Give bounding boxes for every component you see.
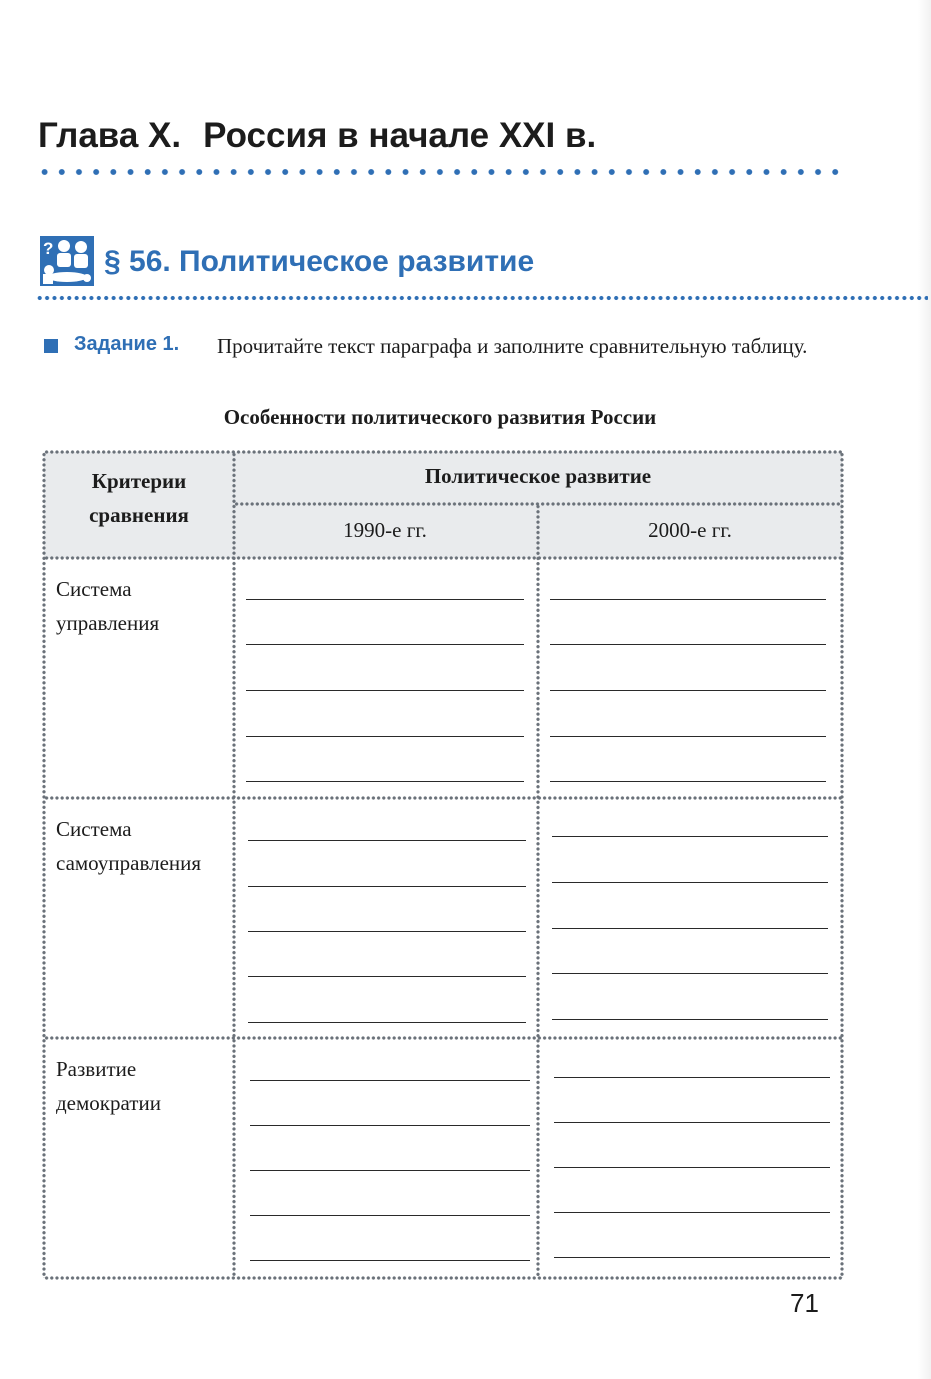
row-label-governance: Система управления xyxy=(56,577,160,635)
answer-line[interactable] xyxy=(248,1022,526,1023)
answer-line[interactable] xyxy=(552,973,828,974)
task-bullet-square xyxy=(44,339,58,353)
section-divider xyxy=(36,295,928,301)
answer-line[interactable] xyxy=(246,781,524,782)
header-political-development: Политическое развитие xyxy=(424,464,652,488)
answer-line[interactable] xyxy=(552,882,828,883)
chapter-divider xyxy=(36,168,841,176)
answer-line[interactable] xyxy=(250,1125,530,1126)
table-border-right xyxy=(840,452,844,1278)
answer-line[interactable] xyxy=(246,690,524,691)
header-2000s: 2000-е гг. xyxy=(648,518,732,542)
svg-text:?: ? xyxy=(43,239,54,258)
table-border-top xyxy=(44,450,842,454)
answer-line[interactable] xyxy=(554,1257,830,1258)
answer-line[interactable] xyxy=(552,1019,828,1020)
header-bottom-line xyxy=(44,556,842,560)
header-criteria: Критерии сравнения xyxy=(89,469,189,527)
answer-line[interactable] xyxy=(554,1077,830,1078)
task-instruction: Прочитайте текст параграфа и заполните сравнительную таблицу. xyxy=(217,334,808,358)
table-border-left xyxy=(42,452,46,1278)
answer-line[interactable] xyxy=(250,1215,530,1216)
answer-line[interactable] xyxy=(554,1167,830,1168)
table-border-bottom xyxy=(44,1276,842,1280)
answer-line[interactable] xyxy=(248,976,526,977)
answer-line[interactable] xyxy=(248,931,526,932)
column-divider-2 xyxy=(536,504,540,1278)
answer-line[interactable] xyxy=(250,1080,530,1081)
chapter-number: Глава Х. xyxy=(38,116,182,155)
answer-line[interactable] xyxy=(246,644,524,645)
answer-line[interactable] xyxy=(250,1260,530,1261)
answer-line[interactable] xyxy=(550,781,826,782)
section-title: § 56. Политическое развитие xyxy=(104,245,535,278)
column-divider-1 xyxy=(232,452,236,1278)
page-number: 71 xyxy=(790,1288,819,1318)
row-divider-1 xyxy=(44,796,842,800)
answer-line[interactable] xyxy=(550,690,826,691)
answer-line[interactable] xyxy=(250,1170,530,1171)
row-label-democracy: Развитие демократии xyxy=(56,1057,161,1115)
page-edge-shadow xyxy=(918,0,931,1379)
table-title: Особенности политического развития России xyxy=(223,405,657,429)
row-divider-2 xyxy=(44,1036,842,1040)
answer-line[interactable] xyxy=(552,836,828,837)
answer-line[interactable] xyxy=(550,736,826,737)
comparison-table xyxy=(44,452,842,1278)
chapter-name: Россия в начале XXI в. xyxy=(203,116,597,155)
answer-line[interactable] xyxy=(552,928,828,929)
people-discussion-icon xyxy=(38,234,96,288)
answer-line[interactable] xyxy=(248,840,526,841)
header-1990s: 1990-е гг. xyxy=(343,518,427,542)
answer-line[interactable] xyxy=(554,1122,830,1123)
answer-line[interactable] xyxy=(248,886,526,887)
answer-line[interactable] xyxy=(550,644,826,645)
answer-line[interactable] xyxy=(246,599,524,600)
answer-line[interactable] xyxy=(554,1212,830,1213)
answer-line[interactable] xyxy=(246,736,524,737)
row-label-self-government: Система самоуправления xyxy=(56,817,202,875)
chapter-title xyxy=(38,116,596,156)
answer-line[interactable] xyxy=(550,599,826,600)
task-label: Задание 1. xyxy=(74,333,180,355)
